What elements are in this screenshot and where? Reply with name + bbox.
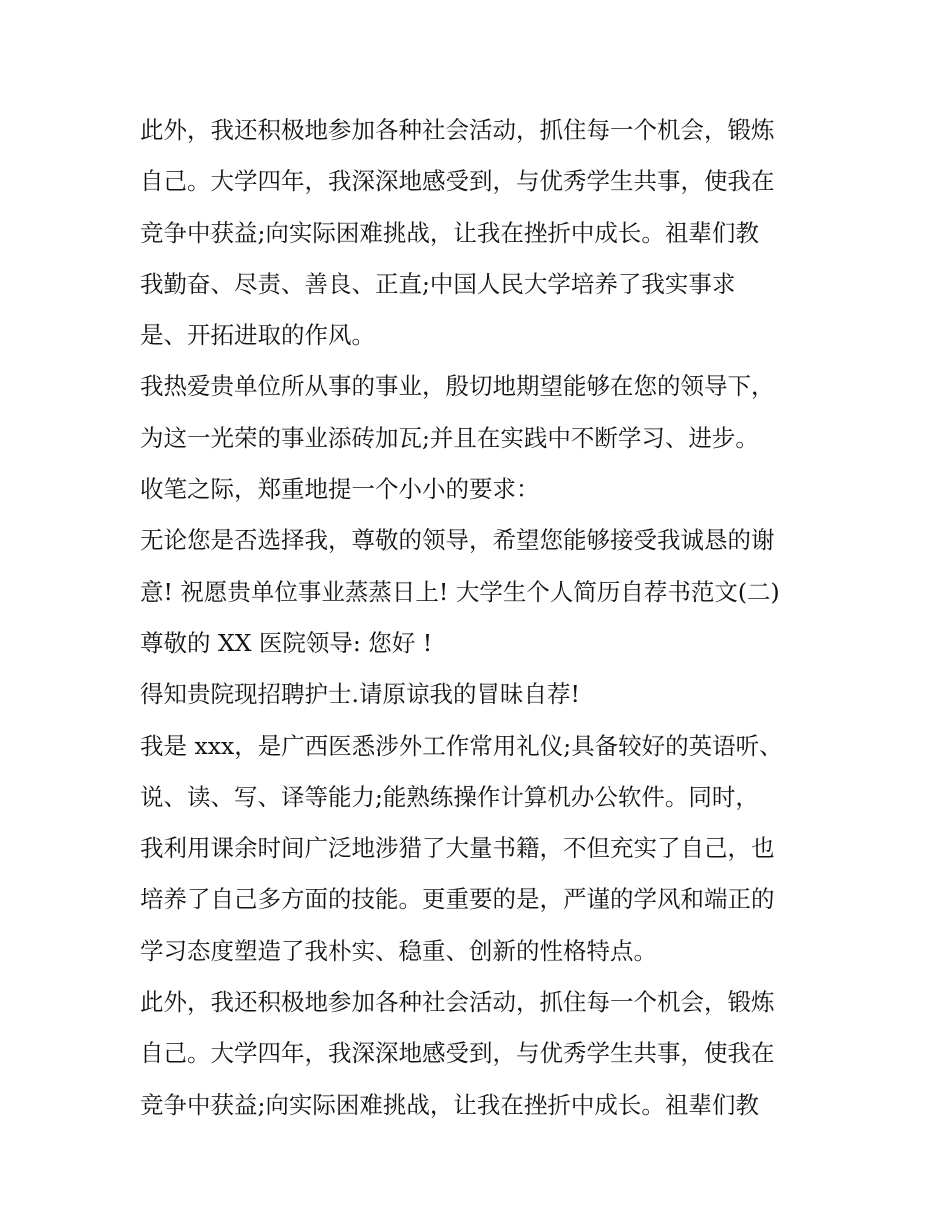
- text-line: 自己。大学四年，我深深地感受到，与优秀学生共事，使我在: [140, 167, 775, 196]
- text-line: 竞争中获益;向实际困难挑战，让我在挫折中成长。祖辈们教: [140, 1090, 759, 1119]
- document-body: [140, 105, 820, 1131]
- text-line: 此外，我还积极地参加各种社会活动，抓住每一个机会，锻炼: [140, 116, 775, 144]
- text-line: 无论您是否选择我，尊敬的领导，希望您能够接受我诚恳的谢: [140, 526, 775, 555]
- text-line: 此外，我还积极地参加各种社会活动，抓住每一个机会，锻炼: [140, 988, 775, 1017]
- text-line: 说、读、写、译等能力;能熟练操作计算机办公软件。同时，: [140, 782, 759, 811]
- text-line: 我热爱贵单位所从事的事业，殷切地期望能够在您的领导下，: [140, 372, 775, 401]
- text-line: 自己。大学四年，我深深地感受到，与优秀学生共事，使我在: [140, 1039, 775, 1068]
- text-line: 培养了自己多方面的技能。更重要的是，严谨的学风和端正的: [140, 885, 775, 914]
- text-line: 学习态度塑造了我朴实、稳重、创新的性格特点。: [140, 936, 657, 965]
- text-line: 是、开拓进取的作风。: [140, 321, 375, 350]
- text-line: 我勤奋、尽责、善良、正直;中国人民大学培养了我实事求: [140, 269, 736, 298]
- text-line: 竞争中获益;向实际困难挑战，让我在挫折中成长。祖辈们教: [140, 218, 759, 247]
- text-line: 我是 xxx，是广西医悉涉外工作常用礼仪;具备较好的英语听、: [140, 731, 783, 760]
- text-line: 得知贵院现招聘护士.请原谅我的冒昧自荐!: [140, 680, 580, 709]
- text-line: 意! 祝愿贵单位事业蒸蒸日上! 大学生个人简历自荐书范文(二): [140, 577, 780, 606]
- text-line: 我利用课余时间广泛地涉猎了大量书籍，不但充实了自己，也: [140, 834, 775, 863]
- text-line: 尊敬的 XX 医院领导: 您好 !: [140, 628, 433, 657]
- text-line: 收笔之际，郑重地提一个小小的要求：: [140, 475, 540, 504]
- text-line: 为这一光荣的事业添砖加瓦;并且在实践中不断学习、进步。: [140, 423, 759, 452]
